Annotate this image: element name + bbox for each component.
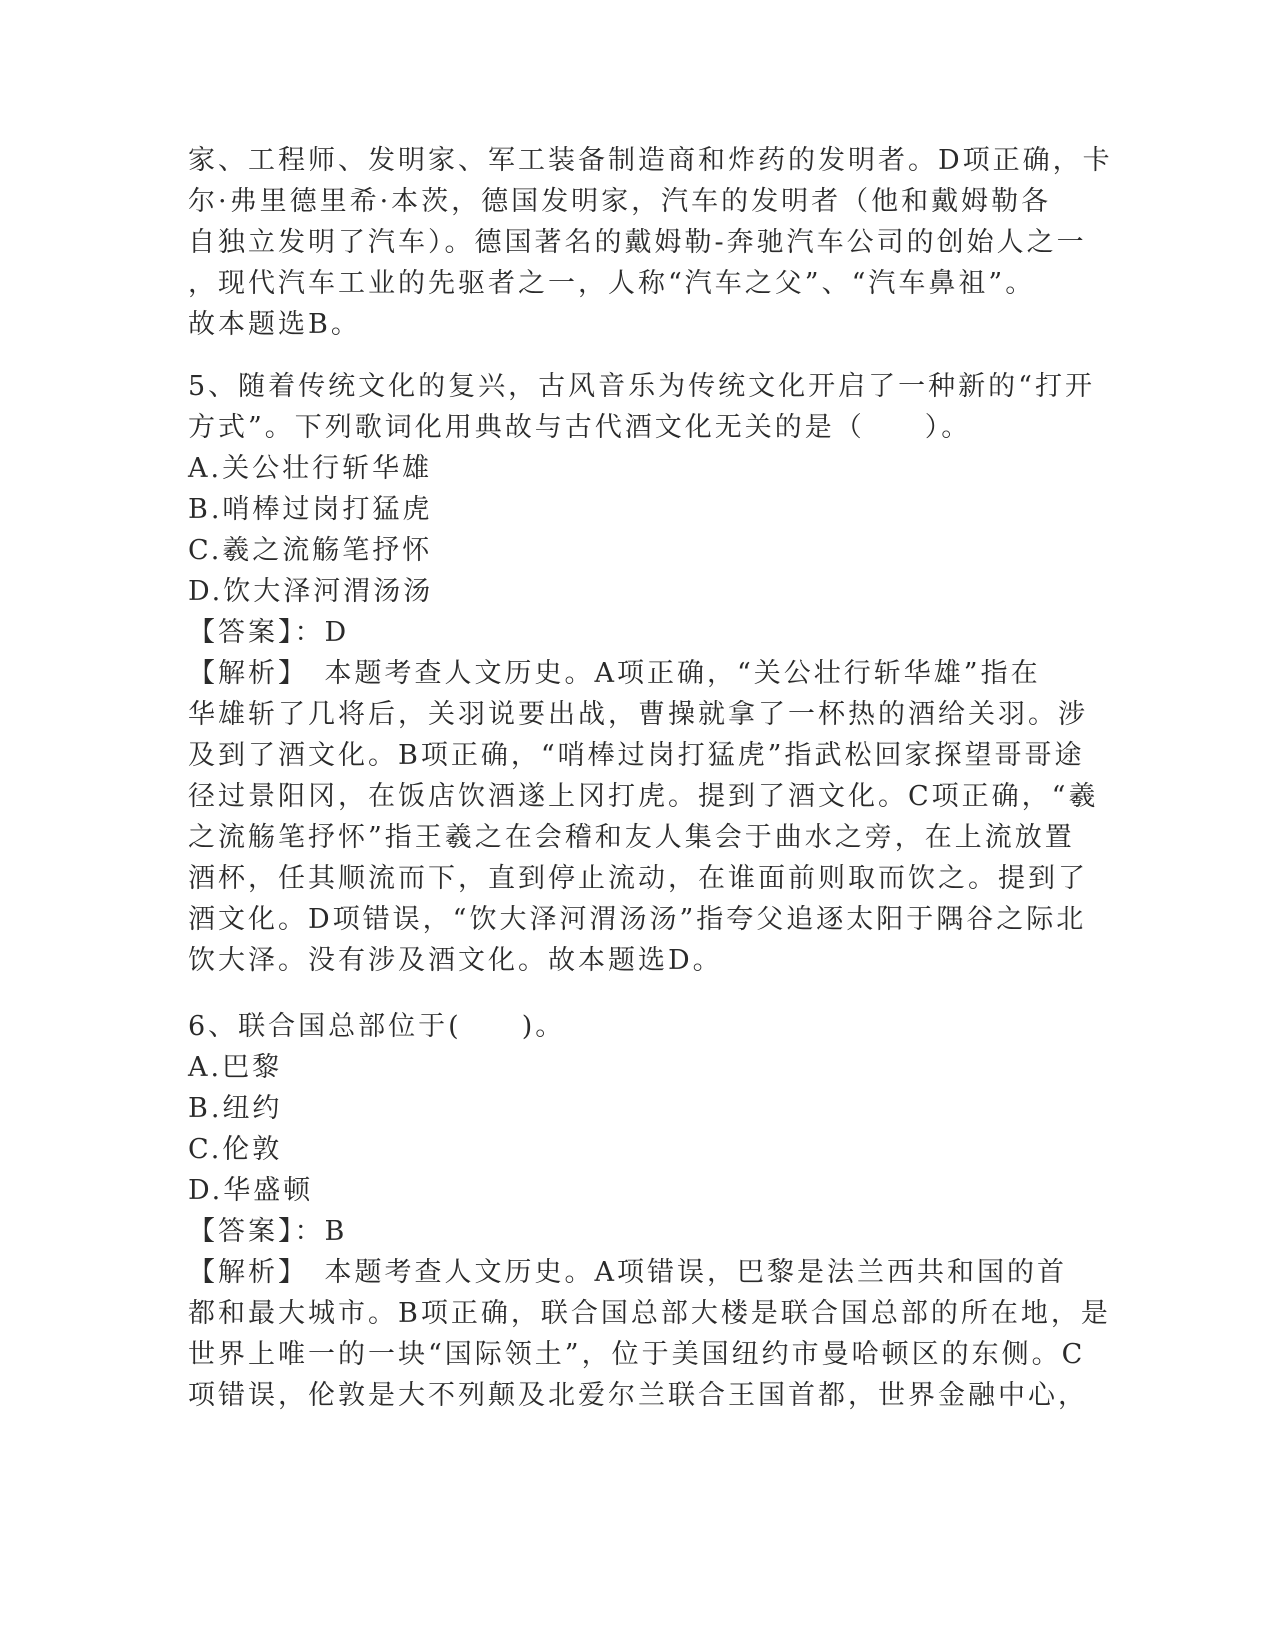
analysis-line: 酒文化。D项错误，“饮大泽河渭汤汤”指夸父追逐太阳于隅谷之际北 bbox=[188, 904, 1087, 935]
analysis-line: 项错误，伦敦是大不列颠及北爱尔兰联合王国首都，世界金融中心， bbox=[188, 1380, 1088, 1411]
option-b: B.纽约 bbox=[188, 1093, 283, 1124]
analysis-line: 【解析】 本题考查人文历史。A项正确，“关公壮行斩华雄”指在 bbox=[188, 658, 1041, 689]
analysis-line: 尔·弗里德里希·本茨，德国发明家，汽车的发明者（他和戴姆勒各 bbox=[188, 186, 1052, 217]
analysis-line: 酒杯，任其顺流而下，直到停止流动，在谁面前则取而饮之。提到了 bbox=[188, 863, 1088, 894]
option-a: A.巴黎 bbox=[188, 1052, 283, 1083]
option-c: C.伦敦 bbox=[188, 1134, 283, 1165]
analysis-line: 及到了酒文化。B项正确，“哨棒过岗打猛虎”指武松回家探望哥哥途 bbox=[188, 740, 1085, 771]
analysis-line: 之流觞笔抒怀”指王羲之在会稽和友人集会于曲水之旁，在上流放置 bbox=[188, 822, 1075, 853]
option-a: A.关公壮行斩华雄 bbox=[188, 453, 433, 484]
analysis-line: 华雄斩了几将后，关羽说要出战，曹操就拿了一杯热的酒给关羽。涉 bbox=[188, 699, 1088, 730]
analysis-line: 【解析】 本题考查人文历史。A项错误，巴黎是法兰西共和国的首 bbox=[188, 1257, 1067, 1288]
option-d: D.华盛顿 bbox=[188, 1175, 314, 1206]
analysis-line: 径过景阳冈，在饭店饮酒遂上冈打虎。提到了酒文化。C项正确，“羲 bbox=[188, 781, 1099, 812]
analysis-line: ，现代汽车工业的先驱者之一，人称“汽车之父”、“汽车鼻祖”。 bbox=[188, 268, 1036, 299]
option-c: C.羲之流觞笔抒怀 bbox=[188, 535, 433, 566]
answer-line: 【答案】：D bbox=[188, 617, 350, 648]
question-stem: 5、随着传统文化的复兴，古风音乐为传统文化开启了一种新的“打开 bbox=[188, 371, 1095, 402]
analysis-line: 故本题选B。 bbox=[188, 309, 361, 340]
question-stem: 方式”。下列歌词化用典故与古代酒文化无关的是（ ）。 bbox=[188, 412, 972, 443]
analysis-line: 自独立发明了汽车）。德国著名的戴姆勒-奔驰汽车公司的创始人之一 bbox=[188, 227, 1087, 258]
option-d: D.饮大泽河渭汤汤 bbox=[188, 576, 434, 607]
question-stem: 6、联合国总部位于( )。 bbox=[188, 1011, 566, 1042]
analysis-line: 世界上唯一的一块“国际领土”，位于美国纽约市曼哈顿区的东侧。C bbox=[188, 1339, 1086, 1370]
analysis-line: 家、工程师、发明家、军工装备制造商和炸药的发明者。D项正确，卡 bbox=[188, 145, 1113, 176]
option-b: B.哨棒过岗打猛虎 bbox=[188, 494, 433, 525]
answer-line: 【答案】：B bbox=[188, 1216, 348, 1247]
analysis-line: 都和最大城市。B项正确，联合国总部大楼是联合国总部的所在地，是 bbox=[188, 1298, 1111, 1329]
analysis-line: 饮大泽。没有涉及酒文化。故本题选D。 bbox=[188, 945, 723, 976]
